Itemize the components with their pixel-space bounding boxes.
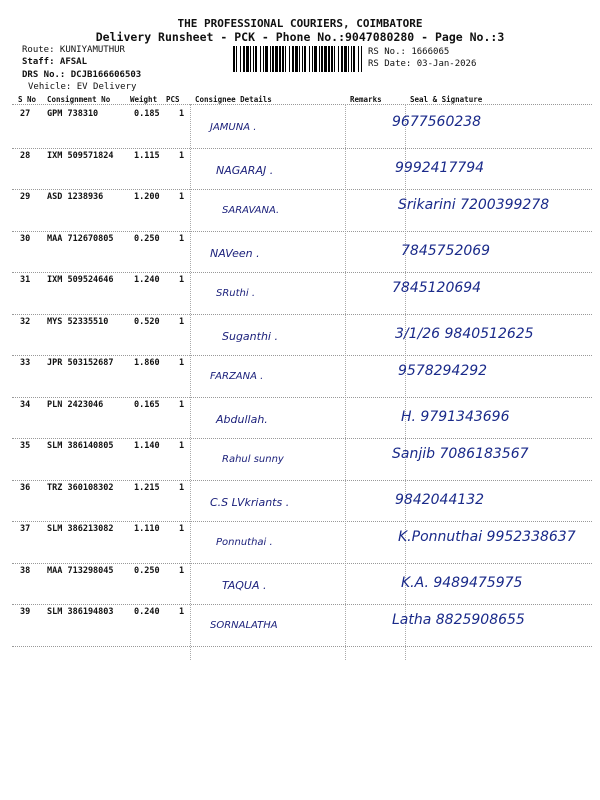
row-weight: 0.240 — [134, 607, 160, 617]
col-sno-header: S No — [18, 95, 37, 104]
row-consignee-name: Suganthi . — [222, 329, 278, 343]
barcode-bar — [353, 46, 355, 72]
barcode-bar — [279, 46, 281, 72]
barcode-bar — [309, 46, 310, 72]
drs-number: DRS No.: DCJB166606503 — [22, 70, 142, 80]
row-consignee-name: Abdullah. — [216, 412, 268, 426]
barcode-bar — [289, 46, 290, 72]
row-consignment-no: MAA 713298045 — [47, 565, 114, 576]
row-weight: 1.240 — [134, 275, 160, 285]
barcode-bar — [272, 46, 274, 72]
row-pcs: 1 — [179, 482, 185, 493]
row-sno: 39 — [20, 607, 31, 617]
col-consignment-header: Consignment No — [47, 95, 111, 104]
barcode-bar — [275, 46, 278, 72]
row-weight: 1.200 — [134, 192, 160, 202]
row-weight: 1.115 — [134, 150, 160, 161]
row-consignee-name: SORNALATHA — [210, 620, 278, 631]
barcode-bar — [260, 46, 261, 72]
row-consignee-name: Rahul sunny — [222, 454, 284, 465]
runsheet-subtitle: Delivery Runsheet - PCK - Phone No.:9047080280 - Page No.:3 — [95, 30, 505, 44]
barcode-bar — [233, 46, 235, 72]
row-consignment-no: TRZ 360108302 — [47, 482, 114, 493]
row-signature: 9992417794 — [395, 159, 485, 176]
row-consignment-no: SLM 386194803 — [47, 607, 114, 617]
row-consignment-no: SLM 386140805 — [47, 441, 114, 451]
row-weight: 1.215 — [134, 482, 160, 493]
row-pcs: 1 — [179, 524, 185, 534]
row-sno: 37 — [20, 524, 31, 534]
row-consignment-no: JPR 503152687 — [47, 358, 114, 368]
row-sno: 31 — [20, 275, 31, 285]
row-sno: 29 — [20, 192, 31, 202]
row-consignee-name: NAVeen . — [210, 246, 260, 260]
row-signature: 3/1/26 9840512625 — [395, 325, 534, 342]
row-weight: 0.250 — [134, 565, 160, 576]
barcode-bar — [282, 46, 284, 72]
row-weight: 1.110 — [134, 524, 160, 534]
row-consignee-name: TAQUA . — [222, 578, 267, 592]
barcode-bar — [304, 46, 306, 72]
row-consignee-name: SRuthi . — [216, 288, 256, 299]
row-divider — [12, 563, 592, 564]
barcode-bar — [324, 46, 327, 72]
row-divider — [12, 314, 592, 315]
row-pcs: 1 — [179, 275, 185, 285]
row-sno: 27 — [20, 109, 31, 119]
barcode-bar — [312, 46, 313, 72]
row-pcs: 1 — [179, 399, 185, 410]
row-divider — [12, 189, 592, 190]
barcode-bar — [263, 46, 264, 72]
barcode-bar — [334, 46, 335, 72]
header-divider — [12, 104, 592, 105]
row-pcs: 1 — [179, 150, 185, 161]
row-signature: Latha 8825908655 — [392, 612, 525, 628]
col-pcs-header: PCS — [166, 95, 180, 104]
barcode-bar — [246, 46, 249, 72]
row-divider — [12, 355, 592, 356]
row-weight: 0.165 — [134, 399, 160, 410]
row-consignee-name: JAMUNA . — [210, 122, 257, 133]
row-consignment-no: ASD 1238936 — [47, 192, 104, 202]
barcode-bar — [255, 46, 257, 72]
row-weight: 0.250 — [134, 233, 160, 244]
row-sno: 30 — [20, 233, 31, 244]
barcode-image — [233, 46, 363, 72]
barcode-bar — [331, 46, 333, 72]
row-divider — [12, 438, 592, 439]
col-remarks-header: Remarks — [350, 95, 382, 104]
barcode-bar — [253, 46, 254, 72]
staff-info: Staff: AFSAL — [22, 57, 88, 67]
rs-number: RS No.: 1666065 — [368, 47, 450, 57]
row-consignment-no: GPM 738310 — [47, 109, 99, 119]
row-pcs: 1 — [179, 441, 185, 451]
row-consignee-name: SARAVANA. — [222, 205, 280, 216]
row-signature: 7845120694 — [392, 280, 482, 296]
row-weight: 0.520 — [134, 316, 160, 327]
rs-date: RS Date: 03-Jan-2026 — [368, 59, 477, 69]
barcode-bar — [351, 46, 352, 72]
row-divider — [12, 148, 592, 149]
row-consignment-no: IXM 509571824 — [47, 150, 114, 161]
row-signature: K.Ponnuthai 9952338637 — [398, 529, 576, 545]
company-title: THE PROFESSIONAL COURIERS, COIMBATORE — [177, 17, 423, 30]
barcode-bar — [295, 46, 298, 72]
barcode-bar — [292, 46, 294, 72]
barcode-bar — [302, 46, 303, 72]
column-divider — [190, 104, 191, 660]
row-signature: K.A. 9489475975 — [401, 574, 523, 591]
barcode-bar — [243, 46, 245, 72]
column-divider — [345, 104, 346, 660]
barcode-bar — [328, 46, 330, 72]
vehicle-info: Vehicle: EV Delivery — [28, 82, 137, 92]
row-weight: 1.860 — [134, 358, 160, 368]
row-sno: 28 — [20, 150, 31, 161]
barcode-bar — [338, 46, 339, 72]
row-consignment-no: PLN 2423046 — [47, 399, 104, 410]
row-signature: 7845752069 — [401, 242, 491, 259]
barcode-bar — [321, 46, 323, 72]
col-seal-header: Seal & Signature — [410, 95, 483, 104]
barcode-bar — [270, 46, 271, 72]
row-sno: 33 — [20, 358, 31, 368]
route-info: Route: KUNIYAMUTHUR — [22, 45, 125, 55]
row-consignment-no: MAA 712670805 — [47, 233, 114, 244]
row-sno: 34 — [20, 399, 31, 410]
row-signature: H. 9791343696 — [401, 408, 510, 425]
barcode-bar — [341, 46, 343, 72]
row-divider — [12, 604, 592, 605]
row-pcs: 1 — [179, 607, 185, 617]
row-consignment-no: SLM 386213082 — [47, 524, 114, 534]
row-signature: 9677560238 — [392, 114, 482, 130]
barcode-bar — [240, 46, 241, 72]
barcode-bar — [265, 46, 268, 72]
row-divider — [12, 397, 592, 398]
row-weight: 0.185 — [134, 109, 160, 119]
row-signature: 9842044132 — [395, 491, 485, 508]
col-consignee-header: Consignee Details — [195, 95, 272, 104]
row-signature: Sanjib 7086183567 — [392, 446, 529, 462]
barcode-bar — [319, 46, 320, 72]
row-pcs: 1 — [179, 316, 185, 327]
barcode-bar — [361, 46, 362, 72]
row-consignee-name: FARZANA . — [210, 371, 264, 382]
row-consignee-name: C.S LVkriants . — [210, 495, 290, 509]
barcode-bar — [236, 46, 237, 72]
row-pcs: 1 — [179, 358, 185, 368]
row-consignment-no: IXM 509524646 — [47, 275, 114, 285]
row-pcs: 1 — [179, 192, 185, 202]
barcode-bar — [358, 46, 359, 72]
row-divider — [12, 272, 592, 273]
row-divider — [12, 646, 592, 647]
barcode-bar — [299, 46, 300, 72]
row-consignment-no: MYS 52335510 — [47, 316, 109, 327]
barcode-bar — [344, 46, 347, 72]
col-weight-header: Weight — [130, 95, 158, 104]
barcode-bar — [348, 46, 349, 72]
barcode-bar — [285, 46, 286, 72]
row-pcs: 1 — [179, 233, 185, 244]
row-sno: 32 — [20, 316, 31, 327]
row-pcs: 1 — [179, 109, 185, 119]
row-sno: 35 — [20, 441, 31, 451]
row-weight: 1.140 — [134, 441, 160, 451]
row-divider — [12, 480, 592, 481]
row-pcs: 1 — [179, 565, 185, 576]
row-divider — [12, 521, 592, 522]
barcode-bar — [250, 46, 251, 72]
row-signature: 9578294292 — [398, 363, 488, 379]
row-sno: 38 — [20, 565, 31, 576]
row-sno: 36 — [20, 482, 31, 493]
row-consignee-name: Ponnuthai . — [216, 537, 273, 548]
row-consignee-name: NAGARAJ . — [216, 163, 274, 177]
row-divider — [12, 231, 592, 232]
row-signature: Srikarini 7200399278 — [398, 197, 550, 213]
barcode-bar — [314, 46, 317, 72]
